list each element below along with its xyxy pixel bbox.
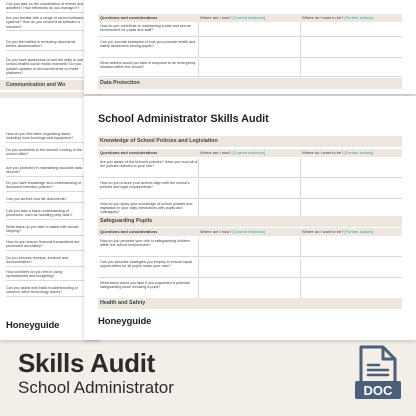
column-header [98,228,402,236]
column-header [98,149,402,157]
actions-cell[interactable] [300,59,402,76]
question-cell: Can you describe strategies you employ to ensure equal opportunities for all pupils under your care? [100,259,193,268]
question-cell: How do you ensure your actions align with the school's policies and legal requirements? [100,180,190,189]
brand-logo: Honeyguide [6,320,60,331]
actions-cell[interactable] [300,279,402,298]
product-title: Skills Audit [18,348,156,378]
evidence-cell[interactable] [198,22,300,36]
header-now: Where am I now? [Current evidence] [200,150,266,155]
table-row: Do you contribute to the smooth running of the school office? [6,148,84,159]
doc-badge-text: DOC [363,383,393,398]
actions-cell[interactable] [300,237,402,256]
table-row: Do you have knowledge and understanding of document retention policies? [6,181,84,192]
product-subtitle: School Administrator [18,378,174,397]
question-cell: How do you perceive your role in safeguarding children within the school environment? [100,238,190,247]
column-header [98,14,402,22]
evidence-cell[interactable] [198,279,300,298]
question-cell: Can you provide examples of how you promote health and safety awareness among pupils? [100,39,196,48]
header-questions: Questions and considerations [100,150,158,155]
table-row: Can you archive and file documents? [6,197,84,203]
table-row: What steps do you take to assist with record-keeping? [6,225,84,236]
section-heading: Communication and Wo [0,80,100,90]
actions-cell[interactable] [300,179,402,198]
table-row [98,237,402,257]
table-row [98,279,402,299]
evidence-cell[interactable] [198,38,300,57]
question-cell: How do you apply your knowledge of school policies and legislation in your daily interactions with pupils and colleagues? [100,201,193,215]
table-row: Are you familiar with a range of school software systems? How do you ensure that software is misused? [6,16,84,31]
header-now: Where am I now? [Current evidence] [200,229,266,234]
evidence-cell[interactable] [198,158,300,177]
doc-file-icon [355,345,401,403]
table-row [98,258,402,278]
evidence-cell[interactable] [198,258,300,277]
header-want: Where do I want to be? [Further actions] [302,229,374,234]
table-row [98,158,402,178]
table-row: Can you take a basic understanding of processes, such as handling petty cash? [6,209,84,220]
question-cell: What actions would you take in response to an emergency situation within the school? [100,60,196,69]
section-heading: Health and Safety [98,298,402,309]
table-row: How do you ensure financial transactions are processed accurately? [6,240,84,251]
table-row: Can you take on the coordination of events and activities? How effectively do you manage it? [6,2,84,13]
question-cell: Are you aware of the school's policies? Have you read all of the policies relevant to your role? [100,159,198,168]
table-row: Do you have awareness of and the skills to use school-related social media channels? Do you publish updates or announcements on these platforms? [6,58,84,78]
table-row [98,59,402,77]
question-cell: How do you contribute to maintaining a safe and secure environment for pupils and staff? [100,23,192,32]
header-want: Where do I want to be? [Further actions] [302,15,374,20]
brand-logo: Honeyguide [98,316,152,327]
table-row: Are you proficient in maintaining accurate data records? [6,166,84,177]
front-page [84,96,416,340]
document-title: School Administrator Skills Audit [98,113,269,125]
actions-cell[interactable] [300,38,402,57]
section-heading: Knowledge of School Policies and Legislation [98,136,402,147]
header-questions: Questions and considerations [100,229,158,234]
actions-cell[interactable] [300,258,402,277]
table-row: Can you assist with basic troubleshooting of common office technology issues? [6,286,84,297]
actions-cell[interactable] [300,22,402,36]
table-row: Do you process receipts, invoices and documentation? [6,256,84,267]
middle-page [84,0,416,94]
table-row [98,22,402,37]
header-want: Where do I want to be? [Further actions] [302,150,374,155]
section-heading: Safeguarding Pupils [98,216,402,227]
evidence-cell[interactable] [198,237,300,256]
header-now: Where am I now? [Current evidence] [200,15,266,20]
table-row: Do you feel skilled in reviewing documents before dissemination? [6,40,84,51]
question-cell: What steps would you take if you suspected a potential safeguarding issue involving a pupil? [100,280,190,289]
table-row: How confident do you feel in using spreadsheets and budgeting? [6,270,84,281]
table-row [98,38,402,58]
actions-cell[interactable] [300,158,402,177]
section-heading: Data Protection [98,78,402,89]
table-row: How do you feel when organising tasks, including room bookings and equipment? [6,132,84,143]
header-questions: Questions and considerations [100,15,158,20]
evidence-cell[interactable] [198,59,300,76]
evidence-cell[interactable] [198,179,300,198]
table-row [98,179,402,199]
